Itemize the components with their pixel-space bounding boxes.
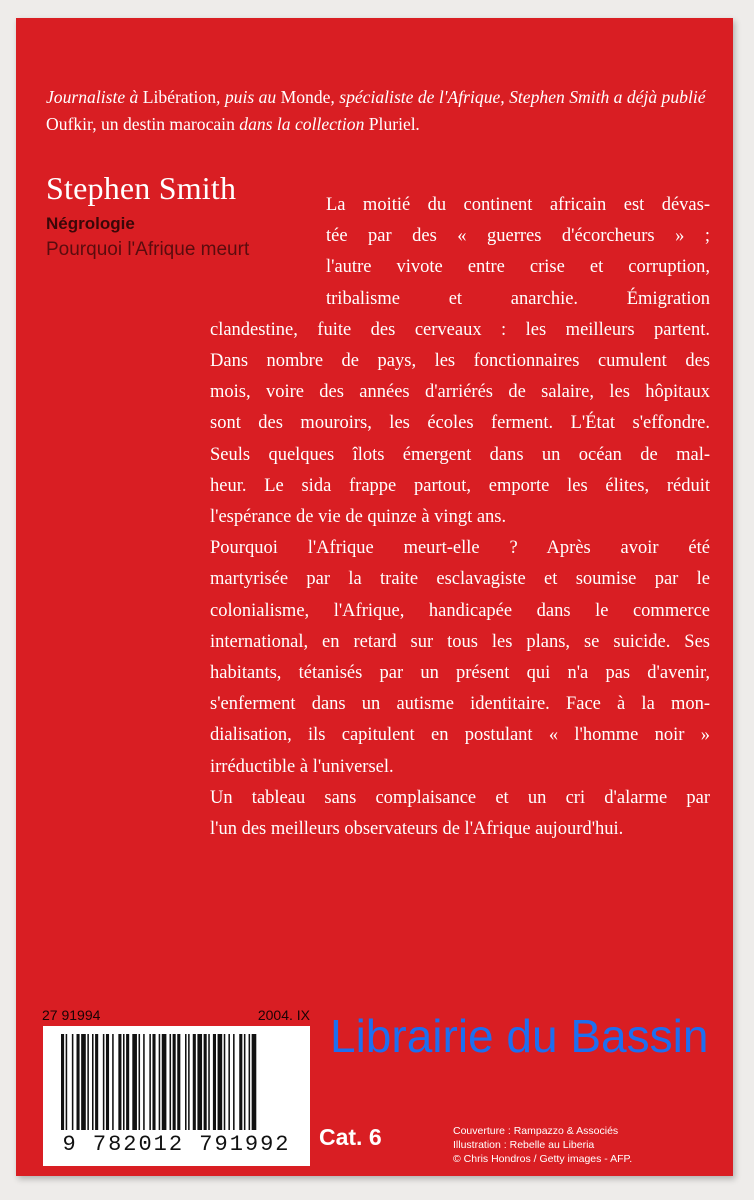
author-name: Stephen Smith	[46, 170, 237, 206]
blurb-line: international, en retard sur tous les plans, se suicide. Ses	[210, 631, 710, 652]
blurb-line: Seuls quelques îlots émergent dans un océan de mal-	[210, 444, 710, 465]
blurb-line: mois, voire des années d'arriérés de salaire, les hôpitaux	[210, 382, 710, 403]
credit-line: © Chris Hondros / Getty images - AFP.	[453, 1153, 633, 1165]
barcode-bar	[149, 1034, 151, 1130]
barcode-bar	[177, 1034, 180, 1130]
blurb-line: Pourquoi l'Afrique meurt-elle ? Après avoir été	[210, 538, 710, 559]
barcode-bar	[103, 1034, 105, 1130]
barcode-bar	[61, 1034, 64, 1130]
book-title: Négrologie	[46, 214, 135, 233]
catalog-codes	[42, 1007, 310, 1023]
blurb-line: l'autre vivote entre crise et corruption,	[326, 257, 710, 278]
barcode-bar	[87, 1034, 89, 1130]
barcode-bar	[123, 1034, 125, 1130]
barcode-bar	[159, 1034, 161, 1130]
isbn-number: 9 782012 791992	[62, 1132, 291, 1157]
bio-seg-5: , spécialiste de l'Afrique, Stephen Smith a déjà publié	[330, 87, 706, 107]
barcode-bar	[252, 1034, 257, 1130]
barcode	[43, 1026, 310, 1166]
blurb-line: Un tableau sans complaisance et un cri d'alarme par	[210, 787, 710, 808]
blurb-line: l'un des meilleurs observateurs de l'Afrique aujourd'hui.	[210, 819, 624, 840]
barcode-bar	[239, 1034, 242, 1130]
cover-credits	[453, 1124, 632, 1166]
catalog-code: 27 91994	[42, 1007, 101, 1023]
seller-watermark: Librairie du Bassin	[330, 1010, 709, 1062]
barcode-bar	[95, 1034, 98, 1130]
barcode-bar	[81, 1034, 86, 1130]
blurb-line: l'espérance de vie de quinze à vingt ans.	[210, 507, 507, 528]
barcode-bar	[213, 1034, 216, 1130]
credit-line: Illustration : Rebelle au Liberia	[453, 1139, 595, 1151]
barcode-bar	[193, 1034, 196, 1130]
barcode-bar	[197, 1034, 202, 1130]
blurb-line: martyrisée par la traite esclavagiste et soumise par le	[210, 569, 710, 590]
blurb-line: dialisation, ils capitulent en postulant « l'homme noir »	[210, 725, 710, 746]
blurb-line: heur. Le sida frappe partout, emporte les élites, réduit	[210, 475, 710, 496]
barcode-bar	[112, 1034, 114, 1130]
barcode-bar	[152, 1034, 155, 1130]
credit-line: Couverture : Rampazzo & Associés	[453, 1125, 619, 1137]
author-bio	[46, 84, 726, 138]
bio-seg-7: dans la collection	[234, 114, 369, 134]
barcode-bar	[218, 1034, 223, 1130]
barcode-bar	[66, 1034, 68, 1130]
barcode-bar	[233, 1034, 235, 1130]
barcode-bar	[204, 1034, 207, 1130]
blurb-line: tribalisme et anarchie. Émigration	[326, 288, 710, 309]
bio-seg-1: Journaliste à	[46, 87, 143, 107]
barcode-bar	[188, 1034, 190, 1130]
blurb-line: tée par des « guerres d'écorcheurs » ;	[326, 226, 710, 247]
blurb-line: habitants, tétanisés par un présent qui n'a pas d'avenir,	[210, 663, 710, 684]
barcode-bar	[77, 1034, 80, 1130]
blurb-line: colonialisme, l'Afrique, handicapée dans le commerce	[210, 600, 710, 621]
bio-seg-4: Monde	[280, 87, 331, 107]
barcode-bar	[244, 1034, 246, 1130]
bio-seg-9: .	[415, 114, 421, 134]
barcode-bars	[43, 1026, 310, 1132]
barcode-bar	[139, 1034, 141, 1130]
back-cover	[16, 18, 733, 1176]
barcode-bar	[173, 1034, 176, 1130]
barcode-bar	[162, 1034, 167, 1130]
blurb-line: irréductible à l'universel.	[210, 756, 394, 777]
blurb-line: La moitié du continent africain est dévas-	[326, 195, 710, 215]
barcode-bar	[228, 1034, 230, 1130]
bio-seg-6: Oufkir, un destin marocain	[46, 114, 235, 134]
barcode-bar	[185, 1034, 187, 1130]
barcode-bar	[208, 1034, 210, 1130]
barcode-bar	[72, 1034, 74, 1130]
barcode-bar	[249, 1034, 251, 1130]
barcode-bar	[106, 1034, 109, 1130]
barcode-bar	[92, 1034, 94, 1130]
barcode-bar	[118, 1034, 121, 1130]
book-subtitle: Pourquoi l'Afrique meurt	[46, 239, 250, 260]
barcode-bar	[132, 1034, 137, 1130]
blurb-line: clandestine, fuite des cerveaux : les meilleurs partent.	[210, 319, 710, 340]
blurb	[210, 190, 710, 845]
blurb-line: sont des mouroirs, les écoles ferment. L'État s'effondre.	[210, 413, 710, 434]
bio-seg-2: Libération	[142, 87, 217, 107]
print-date: 2004. IX	[257, 1007, 310, 1023]
category-label: Cat. 6	[319, 1124, 382, 1150]
bio-seg-3: , puis au	[216, 87, 281, 107]
blurb-line: s'enferment dans un autisme identitaire. Face à la mon-	[210, 694, 710, 715]
barcode-bar	[170, 1034, 172, 1130]
bio-seg-8: Pluriel	[368, 114, 416, 134]
barcode-bar	[126, 1034, 129, 1130]
blurb-line: Dans nombre de pays, les fonctionnaires cumulent des	[210, 351, 710, 372]
barcode-bar	[224, 1034, 226, 1130]
barcode-bar	[143, 1034, 145, 1130]
